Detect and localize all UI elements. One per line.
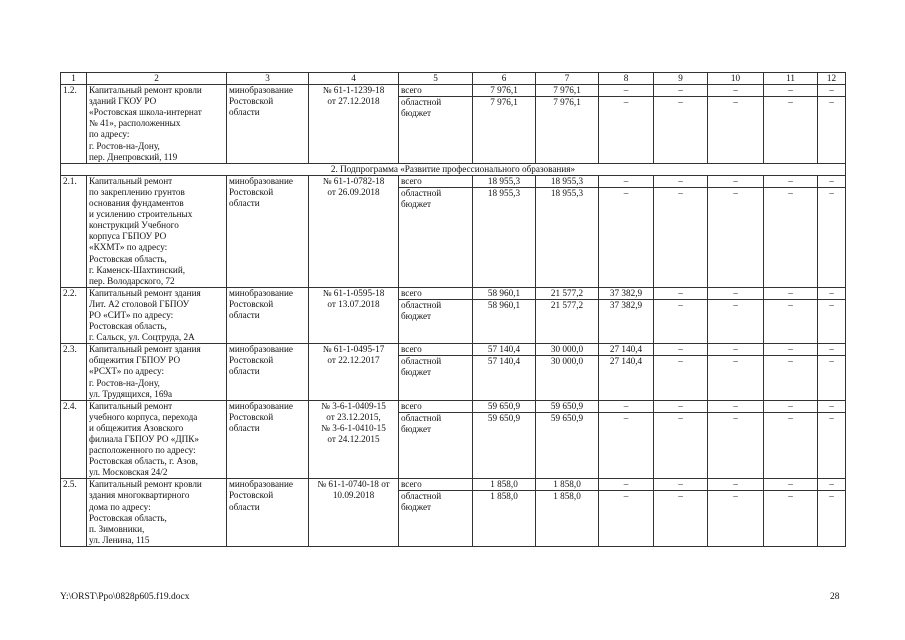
object-name — [87, 85, 227, 164]
funding-source-line: областной — [401, 97, 442, 108]
amount-value: 1 858,0 — [473, 479, 535, 491]
amount-value: – — [788, 356, 793, 367]
object-name-line: пер. Володарского, 72 — [89, 275, 175, 286]
amount-cell — [708, 85, 764, 164]
amount-value: – — [599, 401, 653, 413]
amount-value: – — [829, 97, 834, 108]
funding-source-line: бюджет — [401, 423, 432, 434]
amount-cell — [654, 175, 708, 287]
amount-cell — [599, 479, 654, 547]
amount-cell — [654, 344, 708, 400]
amount-value: – — [623, 491, 629, 502]
amount-value: 7 976,1 — [553, 97, 581, 108]
funding-source-part — [399, 97, 472, 119]
amount-cell — [473, 85, 536, 164]
funding-source-line: всего — [401, 287, 422, 298]
amount-cell — [764, 287, 818, 343]
funding-source-part — [399, 401, 472, 413]
amount-value: – — [788, 97, 793, 108]
amount-cell — [818, 175, 846, 287]
header-cell: 10 — [708, 73, 764, 85]
amount-value: – — [678, 491, 683, 502]
amount-cell — [536, 400, 599, 479]
section-row — [61, 163, 846, 175]
header-cell: 3 — [227, 73, 309, 85]
customer — [227, 400, 309, 479]
amount-cell — [599, 344, 654, 400]
object-name-line: зданий ГКОУ РО — [89, 96, 157, 107]
object-name — [87, 287, 227, 343]
expertise-doc — [309, 479, 399, 547]
amount-value: – — [764, 288, 817, 300]
amount-value: 59 650,9 — [473, 401, 535, 413]
object-name-line: Капитальный ремонт кровли — [89, 479, 202, 490]
object-name-line: ул. Московская 24/2 — [89, 467, 168, 478]
funding-source-part — [399, 491, 472, 513]
customer-line: области — [229, 107, 260, 118]
funding-source-line: всего — [401, 175, 422, 186]
amount-cell — [473, 175, 536, 287]
amount-cell — [818, 344, 846, 400]
amount-value: 27 140,4 — [599, 344, 653, 356]
amount-value: 21 577,2 — [536, 288, 598, 300]
amount-cell — [818, 479, 846, 547]
amount-value: – — [818, 288, 845, 300]
funding-source-line: всего — [401, 85, 422, 96]
funding-source-part — [399, 85, 472, 97]
object-name-line: Ростовская область, — [89, 253, 167, 264]
amount-value: – — [818, 479, 845, 491]
amount-value: 59 650,9 — [536, 401, 598, 413]
object-name-line: и усилению строительных — [89, 209, 193, 220]
expertise-doc-line: № 61-1-1239-18 — [322, 85, 385, 96]
section-title: 2. Подпрограмма «Развитие профессионального образования» — [61, 163, 846, 175]
amount-value: 18 955,3 — [550, 187, 584, 198]
amount-value: – — [829, 299, 834, 310]
object-name — [87, 175, 227, 287]
amount-value: – — [818, 85, 845, 97]
expertise-doc-line: № 61-1-0782-18 — [322, 175, 385, 186]
amount-value: 59 650,9 — [487, 412, 521, 423]
object-name-line: Лит. А2 столовой ГБПОУ — [89, 298, 190, 309]
amount-value: – — [678, 187, 683, 198]
customer — [227, 344, 309, 400]
amount-cell — [708, 175, 764, 287]
customer-line: Ростовской — [229, 355, 274, 366]
amount-value: – — [678, 412, 683, 423]
amount-value: – — [678, 97, 683, 108]
amount-value: – — [599, 176, 653, 188]
object-name-line: Капитальный ремонт — [89, 175, 173, 186]
customer — [227, 85, 309, 164]
funding-source-part — [399, 176, 472, 188]
amount-value: 30 000,0 — [550, 356, 584, 367]
amount-cell — [599, 400, 654, 479]
funding-source-part — [399, 288, 472, 300]
amount-cell — [654, 85, 708, 164]
amount-value: – — [678, 299, 683, 310]
object-name-line: Капитальный ремонт здания — [89, 287, 201, 298]
amount-cell — [654, 479, 708, 547]
expertise-doc-line: от 27.12.2018 — [327, 96, 380, 107]
funding-source-line: бюджет — [401, 310, 432, 321]
customer-line: Ростовской — [229, 186, 274, 197]
row-number: 2.5. — [61, 479, 87, 547]
object-name-line: Ростовская область, — [89, 321, 167, 332]
object-name-line: «Ростовская школа-интернат — [89, 107, 202, 118]
amount-value: – — [818, 344, 845, 356]
expertise-doc — [309, 85, 399, 164]
object-name-line: г. Ростов-на-Дону, — [89, 140, 160, 151]
amount-value: 21 577,2 — [550, 299, 584, 310]
funding-source — [399, 344, 473, 400]
amount-value: – — [708, 401, 763, 413]
expertise-doc — [309, 175, 399, 287]
amount-value: – — [623, 187, 629, 198]
header-row — [61, 73, 846, 85]
funding-source-part — [399, 300, 472, 322]
amount-cell — [599, 85, 654, 164]
funding-source-line: областной — [401, 412, 442, 423]
header-cell: 11 — [764, 73, 818, 85]
funding-source-line: всего — [401, 400, 422, 411]
amount-cell — [536, 344, 599, 400]
amount-value: – — [599, 479, 653, 491]
footer-page-number: 28 — [830, 592, 840, 602]
amount-value: – — [788, 187, 793, 198]
object-name — [87, 344, 227, 400]
amount-value: – — [654, 479, 707, 491]
expertise-doc-line: № 61-1-0495-17 — [322, 344, 385, 355]
amount-value: 37 382,9 — [609, 299, 643, 310]
table-row — [61, 175, 846, 287]
customer-line: области — [229, 198, 260, 209]
funding-source-line: бюджет — [401, 108, 432, 119]
funding-source-part — [399, 344, 472, 356]
object-name-line: Ростовская область, — [89, 512, 167, 523]
customer-line: области — [229, 501, 260, 512]
amount-value: – — [708, 288, 763, 300]
amount-value: – — [654, 344, 707, 356]
amount-value: – — [623, 97, 629, 108]
object-name-line: дома по адресу: — [89, 501, 151, 512]
expertise-doc — [309, 344, 399, 400]
header-cell: 7 — [536, 73, 599, 85]
object-name — [87, 400, 227, 479]
amount-value: 57 140,4 — [487, 356, 521, 367]
object-name-line: конструкций Учебного — [89, 220, 179, 231]
amount-cell — [536, 287, 599, 343]
object-name-line: общежития ГБПОУ РО — [89, 355, 181, 366]
amount-value: 7 976,1 — [536, 85, 598, 97]
amount-value: – — [764, 85, 817, 97]
amount-value: 7 976,1 — [473, 85, 535, 97]
amount-cell — [473, 400, 536, 479]
funding-source-part — [399, 188, 472, 210]
funding-source — [399, 400, 473, 479]
amount-cell — [818, 85, 846, 164]
amount-cell — [708, 400, 764, 479]
amount-value: 18 955,3 — [487, 187, 521, 198]
customer-line: Ростовской — [229, 96, 274, 107]
object-name-line: «КХМТ» по адресу: — [89, 242, 168, 253]
amount-value: – — [764, 401, 817, 413]
funding-source-line: бюджет — [401, 367, 432, 378]
object-name-line: по закреплению грунтов — [89, 186, 185, 197]
funding-source — [399, 479, 473, 547]
header-cell: 6 — [473, 73, 536, 85]
amount-value: – — [733, 299, 738, 310]
amount-cell — [764, 400, 818, 479]
amount-cell — [818, 287, 846, 343]
object-name-line: г. Ростов-на-Дону, — [89, 377, 160, 388]
expertise-doc-line: от 23.12.2015, — [326, 411, 381, 422]
amount-cell — [764, 344, 818, 400]
object-name-line: основания фундаментов — [89, 198, 184, 209]
amount-cell — [764, 175, 818, 287]
funding-source-line: всего — [401, 479, 422, 490]
amount-value: 58 960,1 — [487, 299, 521, 310]
customer-line: минобразование — [229, 344, 293, 355]
amount-value: – — [654, 401, 707, 413]
funding-source-line: областной — [401, 491, 442, 502]
funding-source-line: всего — [401, 344, 422, 355]
row-number: 1.2. — [61, 85, 87, 164]
funding-source-line: областной — [401, 356, 442, 367]
amount-value: – — [708, 479, 763, 491]
amount-value: – — [733, 491, 738, 502]
object-name-line: ул. Трудящихся, 169а — [89, 388, 173, 399]
expertise-doc-line: от 22.12.2017 — [327, 355, 380, 366]
header-cell: 2 — [87, 73, 227, 85]
customer-line: области — [229, 366, 260, 377]
object-name-line: учебного корпуса, перехода — [89, 411, 198, 422]
expertise-doc-line: 10.09.2018 — [332, 490, 375, 501]
amount-cell — [473, 344, 536, 400]
amount-value: 57 140,4 — [473, 344, 535, 356]
customer-line: минобразование — [229, 287, 293, 298]
expertise-doc-line: № 3-6-1-0409-15 — [321, 400, 386, 411]
object-name-line: пер. Днепровский, 119 — [89, 151, 178, 162]
row-number: 2.2. — [61, 287, 87, 343]
amount-value: – — [733, 187, 738, 198]
customer-line: минобразование — [229, 400, 293, 411]
customer-line: области — [229, 422, 260, 433]
object-name-line: № 41», расположенных — [89, 118, 181, 129]
amount-cell — [708, 287, 764, 343]
row-number: 2.4. — [61, 400, 87, 479]
customer-line: области — [229, 309, 260, 320]
object-name-line: расположенного по адресу: — [89, 445, 196, 456]
amount-value: 1 858,0 — [536, 479, 598, 491]
expertise-doc — [309, 287, 399, 343]
table-row — [61, 287, 846, 343]
amount-value: – — [788, 491, 793, 502]
amount-value: – — [818, 401, 845, 413]
funding-source-line: областной — [401, 299, 442, 310]
amount-value: – — [764, 176, 817, 188]
table-row — [61, 479, 846, 547]
amount-value: 30 000,0 — [536, 344, 598, 356]
amount-value: 18 955,3 — [473, 176, 535, 188]
document-page — [60, 72, 845, 547]
amount-value: – — [708, 344, 763, 356]
customer-line: минобразование — [229, 85, 293, 96]
expertise-doc-line: № 61-1-0595-18 — [322, 287, 385, 298]
expertise-doc-line: от 13.07.2018 — [327, 298, 380, 309]
amount-value: – — [599, 85, 653, 97]
amount-value: 1 858,0 — [553, 491, 581, 502]
customer-line: минобразование — [229, 175, 293, 186]
expertise-doc-line: от 24.12.2015 — [327, 434, 380, 444]
amount-value: 18 955,3 — [536, 176, 598, 188]
amount-value: – — [829, 491, 834, 502]
customer — [227, 479, 309, 547]
funding-source — [399, 85, 473, 164]
amount-value: – — [708, 176, 763, 188]
object-name-line: здания многоквартирного — [89, 490, 190, 501]
amount-cell — [599, 287, 654, 343]
amount-cell — [764, 479, 818, 547]
amount-value: – — [678, 356, 683, 367]
amount-cell — [764, 85, 818, 164]
object-name-line: Ростовская область, г. Азов, — [89, 456, 198, 467]
amount-cell — [599, 175, 654, 287]
amount-value: – — [654, 288, 707, 300]
customer-line: Ростовской — [229, 490, 274, 501]
expertise-doc-line: № 61-1-0740-18 от — [317, 479, 390, 490]
header-cell: 8 — [599, 73, 654, 85]
object-name-line: Капитальный ремонт — [89, 400, 173, 411]
row-number: 2.1. — [61, 175, 87, 287]
object-name-line: по адресу: — [89, 129, 130, 140]
amount-value: – — [733, 97, 738, 108]
header-cell: 5 — [399, 73, 473, 85]
object-name-line: «РСХТ» по адресу: — [89, 366, 165, 377]
amount-value: – — [829, 356, 834, 367]
expertise-doc-line: от 26.09.2018 — [327, 186, 380, 197]
amount-value: – — [708, 85, 763, 97]
amount-value: – — [788, 412, 793, 423]
amount-cell — [708, 479, 764, 547]
amount-value: – — [733, 356, 738, 367]
customer-line: Ростовской — [229, 298, 274, 309]
object-name-line: корпуса ГБПОУ РО — [89, 231, 167, 242]
amount-value: – — [764, 344, 817, 356]
amount-value: – — [788, 299, 793, 310]
table-row — [61, 344, 846, 400]
funding-source-line: областной — [401, 187, 442, 198]
header-cell: 1 — [61, 73, 87, 85]
object-name-line: Капитальный ремонт кровли — [89, 85, 202, 96]
header-cell: 9 — [654, 73, 708, 85]
funding-source-line: бюджет — [401, 502, 432, 513]
funding-source-part — [399, 413, 472, 435]
amount-value: – — [818, 176, 845, 188]
expertise-doc — [309, 400, 399, 479]
amount-cell — [473, 287, 536, 343]
amount-value: – — [829, 187, 834, 198]
object-name-line: РО «СИТ» по адресу: — [89, 309, 174, 320]
funding-source — [399, 175, 473, 287]
amount-cell — [654, 287, 708, 343]
object-name-line: г. Сальск, ул. Соцтруда, 2А — [89, 332, 195, 343]
amount-value: 37 382,9 — [599, 288, 653, 300]
amount-value: 59 650,9 — [550, 412, 584, 423]
footer-file-path: Y:\ORST\Ppo\0828p605.f19.docx — [60, 592, 190, 602]
customer — [227, 287, 309, 343]
header-cell: 12 — [818, 73, 846, 85]
table-row — [61, 400, 846, 479]
amount-value: 58 960,1 — [473, 288, 535, 300]
amount-value: – — [764, 479, 817, 491]
table-row — [61, 85, 846, 164]
customer-line: минобразование — [229, 479, 293, 490]
amount-value: 7 976,1 — [490, 97, 518, 108]
funding-source-line: бюджет — [401, 198, 432, 209]
funding-source — [399, 287, 473, 343]
object-name-line: ул. Ленина, 115 — [89, 534, 150, 545]
amount-cell — [536, 479, 599, 547]
amount-value: – — [654, 85, 707, 97]
expertise-doc-line: № 3-6-1-0410-15 — [321, 422, 386, 433]
customer-line: Ростовской — [229, 411, 274, 422]
amount-cell — [654, 400, 708, 479]
amount-cell — [536, 85, 599, 164]
amount-value: – — [733, 412, 738, 423]
object-name-line: филиала ГБПОУ РО «ДПК» — [89, 434, 200, 444]
object-name-line: Капитальный ремонт здания — [89, 344, 201, 355]
amount-value: 27 140,4 — [609, 356, 643, 367]
amount-cell — [708, 344, 764, 400]
funding-source-part — [399, 356, 472, 378]
customer — [227, 175, 309, 287]
amount-cell — [536, 175, 599, 287]
object-name — [87, 479, 227, 547]
amount-cell — [473, 479, 536, 547]
amount-value: – — [829, 412, 834, 423]
amount-value: – — [654, 176, 707, 188]
program-table — [60, 72, 846, 547]
amount-cell — [818, 400, 846, 479]
object-name-line: г. Каменск-Шахтинский, — [89, 264, 186, 275]
object-name-line: и общежития Азовского — [89, 422, 184, 433]
amount-value: 1 858,0 — [490, 491, 518, 502]
amount-value: – — [623, 412, 629, 423]
funding-source-part — [399, 479, 472, 491]
object-name-line: п. Зимовники, — [89, 523, 145, 534]
header-cell: 4 — [309, 73, 399, 85]
row-number: 2.3. — [61, 344, 87, 400]
